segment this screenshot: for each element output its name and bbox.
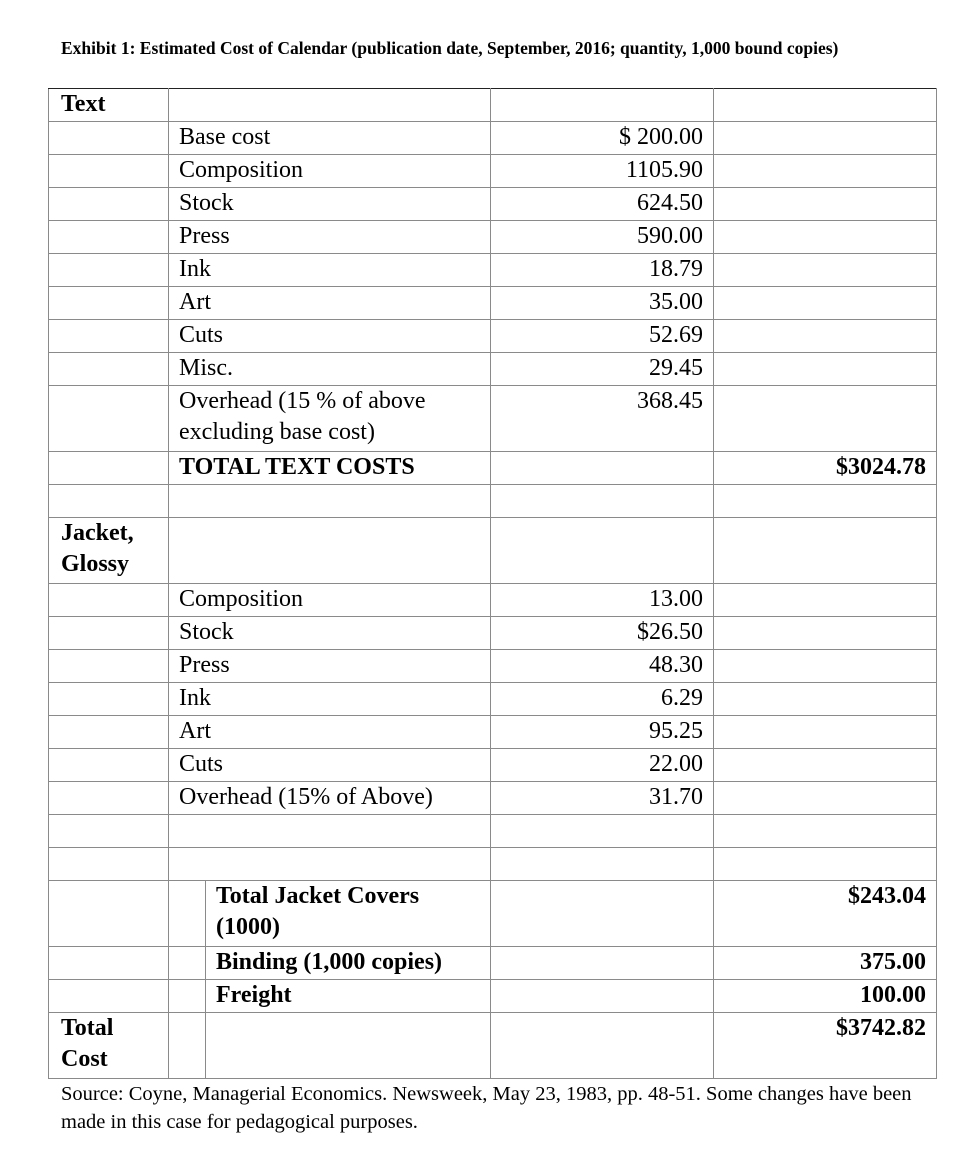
table-cell (491, 881, 714, 947)
table-cell (49, 980, 169, 1013)
item-label: Overhead (15% of Above) (169, 782, 491, 815)
table-cell (49, 650, 169, 683)
item-label: Composition (169, 155, 491, 188)
item-amount: 590.00 (491, 221, 714, 254)
table-cell (169, 815, 491, 848)
table-row (49, 716, 937, 749)
grand-total-row (49, 1013, 937, 1079)
item-label: Press (169, 650, 491, 683)
table-cell (49, 881, 169, 947)
table-cell (714, 386, 937, 452)
grand-total-label: Total Cost (49, 1013, 169, 1079)
table-row (49, 320, 937, 353)
table-cell (49, 188, 169, 221)
grand-total-amount: $3742.82 (714, 1013, 937, 1079)
summary-amount: 375.00 (714, 947, 937, 980)
table-cell (49, 254, 169, 287)
item-amount: 624.50 (491, 188, 714, 221)
table-cell (491, 1013, 714, 1079)
table-cell (49, 947, 169, 980)
item-label: Stock (169, 188, 491, 221)
table-cell (714, 518, 937, 584)
table-cell (169, 980, 206, 1013)
table-cell (714, 617, 937, 650)
table-cell (49, 122, 169, 155)
table-cell (49, 221, 169, 254)
table-cell (491, 485, 714, 518)
summary-amount: $243.04 (714, 881, 937, 947)
table-row (49, 254, 937, 287)
table-cell (714, 584, 937, 617)
table-cell (169, 485, 491, 518)
total-row (49, 452, 937, 485)
table-cell (714, 254, 937, 287)
exhibit-title: Exhibit 1: Estimated Cost of Calendar (publication date, September, 2016; quantity, 1,000 bound copies) (61, 38, 839, 58)
table-cell (49, 155, 169, 188)
item-amount: 18.79 (491, 254, 714, 287)
table-cell (714, 188, 937, 221)
table-row (49, 188, 937, 221)
table-cell (49, 848, 169, 881)
item-amount: 6.29 (491, 683, 714, 716)
item-label: Overhead (15 % of above excluding base cost) (169, 386, 491, 452)
table-cell (49, 683, 169, 716)
table-row (49, 287, 937, 320)
table-cell (714, 155, 937, 188)
item-amount: 22.00 (491, 749, 714, 782)
empty-row (49, 848, 937, 881)
cost-table (48, 88, 937, 1079)
item-amount: 368.45 (491, 386, 714, 452)
table-cell (491, 518, 714, 584)
table-cell (714, 320, 937, 353)
table-cell (491, 815, 714, 848)
item-label: Art (169, 716, 491, 749)
table-row (49, 683, 937, 716)
item-label: Stock (169, 617, 491, 650)
table-row (49, 584, 937, 617)
item-label: Press (169, 221, 491, 254)
summary-label: Binding (1,000 copies) (206, 947, 491, 980)
table-cell (49, 320, 169, 353)
table-cell (49, 782, 169, 815)
table-cell (714, 353, 937, 386)
total-amount: $3024.78 (714, 452, 937, 485)
item-label: Art (169, 287, 491, 320)
summary-label: Total Jacket Covers (1000) (206, 881, 491, 947)
item-label: Misc. (169, 353, 491, 386)
table-cell (714, 683, 937, 716)
table-cell (714, 122, 937, 155)
item-amount: 1105.90 (491, 155, 714, 188)
table-cell (714, 89, 937, 122)
summary-row (49, 980, 937, 1013)
table-row (49, 353, 937, 386)
total-label: TOTAL TEXT COSTS (169, 452, 491, 485)
item-label: Cuts (169, 320, 491, 353)
summary-row (49, 881, 937, 947)
source-note: Source: Coyne, Managerial Economics. Newsweek, May 23, 1983, pp. 48-51. Some changes have been made in this case for pedagogical purposes. (61, 1083, 912, 1133)
table-cell (49, 584, 169, 617)
item-amount: $26.50 (491, 617, 714, 650)
table-cell (169, 947, 206, 980)
table-cell (49, 749, 169, 782)
item-label: Ink (169, 683, 491, 716)
table-row (49, 122, 937, 155)
section-row (49, 518, 937, 584)
item-amount: 13.00 (491, 584, 714, 617)
summary-label: Freight (206, 980, 491, 1013)
empty-row (49, 815, 937, 848)
table-cell (491, 452, 714, 485)
table-cell (49, 815, 169, 848)
table-cell (714, 650, 937, 683)
item-amount: 95.25 (491, 716, 714, 749)
item-label: Cuts (169, 749, 491, 782)
table-cell (49, 353, 169, 386)
table-cell (49, 452, 169, 485)
summary-amount: 100.00 (714, 980, 937, 1013)
table-cell (49, 617, 169, 650)
table-cell (491, 848, 714, 881)
table-cell (491, 980, 714, 1013)
empty-row (49, 485, 937, 518)
table-cell (206, 1013, 491, 1079)
table-cell (49, 485, 169, 518)
table-cell (714, 782, 937, 815)
table-row (49, 155, 937, 188)
table-cell (169, 1013, 206, 1079)
table-row (49, 617, 937, 650)
item-amount: 31.70 (491, 782, 714, 815)
table-cell (49, 287, 169, 320)
summary-row (49, 947, 937, 980)
table-cell (714, 485, 937, 518)
table-row (49, 782, 937, 815)
table-cell (714, 848, 937, 881)
table-cell (714, 221, 937, 254)
item-label: Composition (169, 584, 491, 617)
section-heading: Jacket, Glossy (49, 518, 169, 584)
item-amount: $ 200.00 (491, 122, 714, 155)
table-cell (169, 89, 491, 122)
table-row (49, 650, 937, 683)
table-cell (714, 716, 937, 749)
table-cell (491, 89, 714, 122)
table-row (49, 386, 937, 452)
table-cell (49, 716, 169, 749)
section-row (49, 89, 937, 122)
section-heading: Text (49, 89, 169, 122)
table-row (49, 221, 937, 254)
table-cell (491, 947, 714, 980)
item-amount: 35.00 (491, 287, 714, 320)
item-amount: 29.45 (491, 353, 714, 386)
table-cell (169, 848, 491, 881)
table-cell (714, 749, 937, 782)
item-label: Ink (169, 254, 491, 287)
table-cell (714, 287, 937, 320)
item-amount: 52.69 (491, 320, 714, 353)
item-label: Base cost (169, 122, 491, 155)
item-amount: 48.30 (491, 650, 714, 683)
table-row (49, 749, 937, 782)
table-cell (49, 386, 169, 452)
table-cell (169, 881, 206, 947)
table-cell (169, 518, 491, 584)
table-cell (714, 815, 937, 848)
